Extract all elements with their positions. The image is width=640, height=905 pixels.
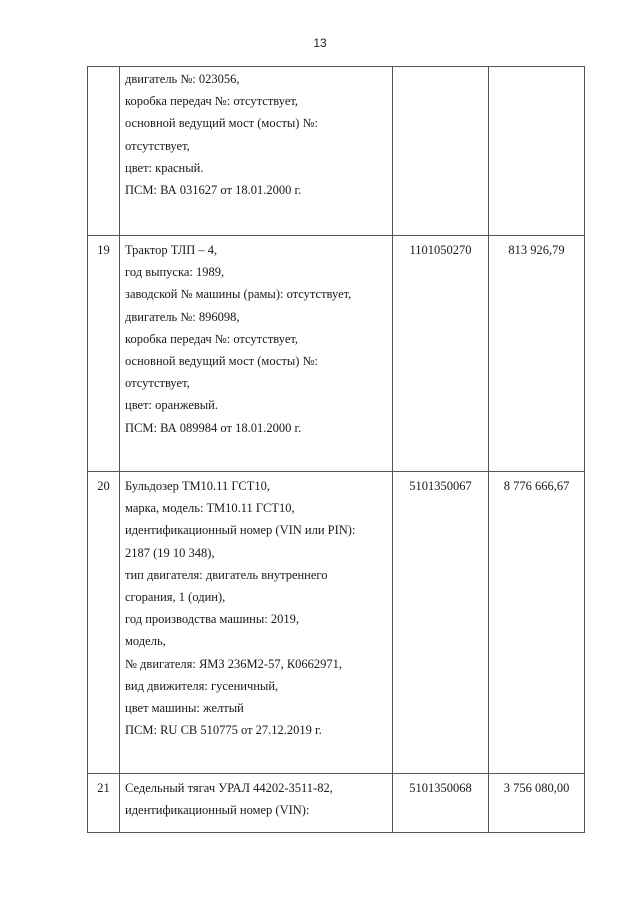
description-line: марка, модель: ТМ10.11 ГСТ10, (125, 501, 295, 516)
description-line: год выпуска: 1989, (125, 265, 225, 280)
inventory-code: 1101050270 (393, 236, 489, 472)
description-line: цвет: оранжевый. (125, 398, 218, 413)
description-line: № двигателя: ЯМЗ 236М2-57, К0662971, (125, 656, 343, 671)
row-number (88, 67, 120, 236)
page-number: 13 (313, 36, 327, 50)
item-value: 813 926,79 (489, 236, 585, 472)
item-description (120, 67, 393, 236)
description-line: основной ведущий мост (мосты) №: (125, 354, 318, 369)
description-line: ПСМ: ВА 031627 от 18.01.2000 г. (125, 183, 302, 198)
description-line: Бульдозер ТМ10.11 ГСТ10, (125, 479, 271, 493)
description-line: заводской № машины (рамы): отсутствует, (125, 287, 352, 302)
row-number: 21 (88, 774, 120, 833)
description-line: ПСМ: ВА 089984 от 18.01.2000 г. (125, 420, 302, 435)
table-row (88, 67, 585, 236)
description-line: Трактор ТЛП – 4, (125, 243, 218, 257)
asset-table (87, 66, 585, 833)
description-line: основной ведущий мост (мосты) №: (125, 116, 318, 131)
description-line: модель, (125, 634, 166, 649)
description-line: вид движителя: гусеничный, (125, 678, 279, 693)
description-line: Седельный тягач УРАЛ 44202-3511-82, (125, 781, 333, 795)
description-line: идентификационный номер (VIN или PIN): (125, 523, 356, 538)
description-line: ПСМ: RU СВ 510775 от 27.12.2019 г. (125, 723, 322, 738)
item-value: 8 776 666,67 (489, 472, 585, 774)
item-value (489, 67, 585, 236)
inventory-code: 5101350067 (393, 472, 489, 774)
description-line: двигатель №: 896098, (125, 309, 240, 324)
row-number: 19 (88, 236, 120, 472)
description-line: двигатель №: 023056, (125, 72, 240, 86)
description-line: коробка передач №: отсутствует, (125, 331, 299, 346)
table-row (88, 472, 585, 774)
table-row (88, 774, 585, 833)
item-description (120, 774, 393, 833)
inventory-code: 5101350068 (393, 774, 489, 833)
description-line: сгорания, 1 (один), (125, 590, 226, 605)
inventory-code (393, 67, 489, 236)
description-line: отсутствует, (125, 138, 190, 153)
item-description (120, 236, 393, 472)
description-line: тип двигателя: двигатель внутреннего (125, 567, 328, 582)
description-line: 2187 (19 10 348), (125, 545, 215, 560)
row-number: 20 (88, 472, 120, 774)
description-line: цвет машины: желтый (125, 701, 244, 716)
description-line: коробка передач №: отсутствует, (125, 94, 299, 109)
description-line: идентификационный номер (VIN): (125, 803, 310, 818)
item-value: 3 756 080,00 (489, 774, 585, 833)
table-row (88, 236, 585, 472)
description-line: год производства машины: 2019, (125, 612, 299, 627)
description-line: цвет: красный. (125, 160, 204, 175)
description-line: отсутствует, (125, 376, 190, 391)
item-description (120, 472, 393, 774)
